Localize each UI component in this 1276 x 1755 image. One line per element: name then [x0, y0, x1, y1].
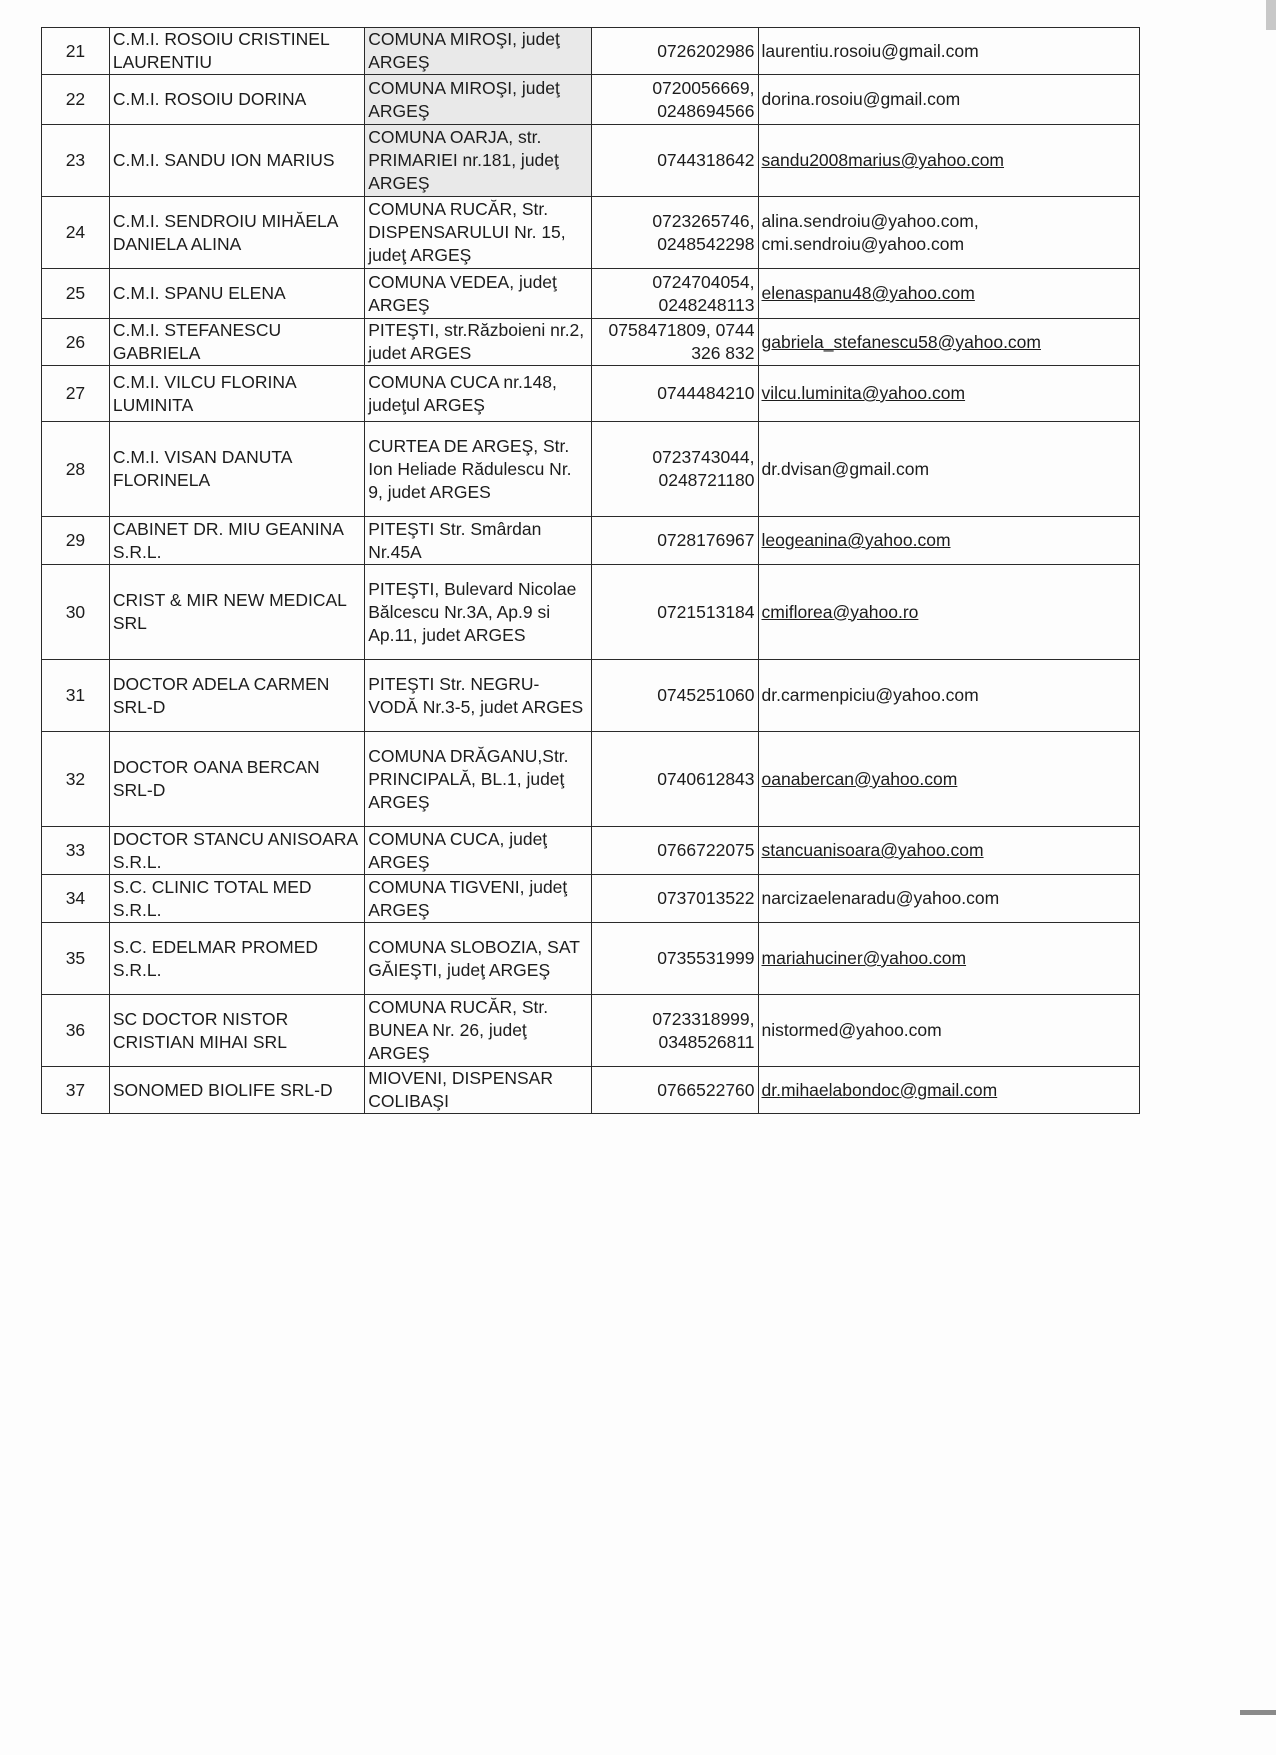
clinics-table: [41, 27, 1140, 1114]
provider-phone: 0720056669, 0248694566: [591, 75, 758, 125]
row-number: 35: [42, 923, 110, 995]
provider-address: COMUNA MIROŞI, judeţ ARGEŞ: [365, 75, 591, 125]
scan-edge-mark: [1240, 1710, 1276, 1715]
clinics-table-body: [42, 28, 1140, 1114]
row-number: 33: [42, 827, 110, 875]
row-number: 29: [42, 517, 110, 565]
table-row: [42, 827, 1140, 875]
email-link[interactable]: stancuanisoara@yahoo.com: [761, 840, 984, 860]
provider-phone: 0744484210: [591, 366, 758, 422]
row-number: 26: [42, 319, 110, 366]
email-link[interactable]: leogeanina@yahoo.com: [761, 530, 951, 550]
provider-phone: 0723318999, 0348526811: [591, 995, 758, 1067]
provider-email: [758, 875, 1139, 923]
provider-phone: 0723743044, 0248721180: [591, 422, 758, 517]
provider-name: C.M.I. SPANU ELENA: [109, 269, 364, 319]
provider-email: [758, 366, 1139, 422]
provider-name: C.M.I. STEFANESCU GABRIELA: [109, 319, 364, 366]
provider-address: COMUNA OARJA, str. PRIMARIEI nr.181, judeţ ARGEŞ: [365, 125, 591, 197]
provider-phone: 0766722075: [591, 827, 758, 875]
email-text: laurentiu.rosoiu@gmail.com: [761, 40, 979, 61]
email-link[interactable]: cmiflorea@yahoo.ro: [761, 601, 919, 622]
provider-email: [758, 28, 1139, 75]
provider-phone: 0726202986: [591, 28, 758, 75]
provider-address: PITEŞTI Str. NEGRU-VODĂ Nr.3-5, judet ARGES: [365, 660, 591, 732]
row-number: 31: [42, 660, 110, 732]
provider-address: COMUNA DRĂGANU,Str. PRINCIPALĂ, BL.1, judeţ ARGEŞ: [365, 732, 591, 827]
email-link[interactable]: dr.mihaelabondoc@gmail.com: [761, 1079, 998, 1100]
email-link[interactable]: mariahuciner@yahoo.com: [761, 948, 967, 968]
provider-name: S.C. CLINIC TOTAL MED S.R.L.: [109, 875, 364, 923]
provider-phone: 0745251060: [591, 660, 758, 732]
table-row: [42, 1067, 1140, 1114]
provider-address: PITEŞTI Str. Smârdan Nr.45A: [365, 517, 591, 565]
email-text: dr.carmenpiciu@yahoo.com: [761, 685, 979, 705]
provider-phone: 0723265746, 0248542298: [591, 197, 758, 269]
provider-phone: 0721513184: [591, 565, 758, 660]
provider-address: COMUNA SLOBOZIA, SAT GĂIEŞTI, judeţ ARGEŞ: [365, 923, 591, 995]
provider-email: [758, 732, 1139, 827]
provider-name: DOCTOR OANA BERCAN SRL-D: [109, 732, 364, 827]
table-row: [42, 422, 1140, 517]
provider-email: [758, 517, 1139, 565]
provider-address: CURTEA DE ARGEŞ, Str. Ion Heliade Rădulescu Nr. 9, judet ARGES: [365, 422, 591, 517]
table-row: [42, 732, 1140, 827]
row-number: 32: [42, 732, 110, 827]
provider-email: [758, 269, 1139, 319]
table-row: [42, 565, 1140, 660]
email-link[interactable]: vilcu.luminita@yahoo.com: [761, 383, 966, 403]
provider-name: C.M.I. ROSOIU CRISTINEL LAURENTIU: [109, 28, 364, 75]
row-number: 37: [42, 1067, 110, 1114]
email-link[interactable]: oanabercan@yahoo.com: [761, 768, 958, 789]
provider-address: COMUNA TIGVENI, judeţ ARGEŞ: [365, 875, 591, 923]
provider-phone: 0737013522: [591, 875, 758, 923]
row-number: 23: [42, 125, 110, 197]
provider-address: COMUNA CUCA, judeţ ARGEŞ: [365, 827, 591, 875]
provider-email: [758, 75, 1139, 125]
table-row: [42, 995, 1140, 1067]
table-row: [42, 517, 1140, 565]
provider-name: C.M.I. ROSOIU DORINA: [109, 75, 364, 125]
email-text: dorina.rosoiu@gmail.com: [761, 89, 961, 109]
table-row: [42, 75, 1140, 125]
row-number: 21: [42, 28, 110, 75]
provider-email: [758, 923, 1139, 995]
provider-name: CABINET DR. MIU GEANINA S.R.L.: [109, 517, 364, 565]
row-number: 34: [42, 875, 110, 923]
provider-phone: 0766522760: [591, 1067, 758, 1114]
row-number: 27: [42, 366, 110, 422]
table-row: [42, 125, 1140, 197]
provider-email: [758, 125, 1139, 197]
table-row: [42, 923, 1140, 995]
provider-phone: 0724704054, 0248248113: [591, 269, 758, 319]
provider-name: SONOMED BIOLIFE SRL-D: [109, 1067, 364, 1114]
provider-name: DOCTOR ADELA CARMEN SRL-D: [109, 660, 364, 732]
provider-email: [758, 660, 1139, 732]
provider-name: DOCTOR STANCU ANISOARA S.R.L.: [109, 827, 364, 875]
provider-name: C.M.I. VILCU FLORINA LUMINITA: [109, 366, 364, 422]
provider-name: S.C. EDELMAR PROMED S.R.L.: [109, 923, 364, 995]
row-number: 30: [42, 565, 110, 660]
email-text: alina.sendroiu@yahoo.com, cmi.sendroiu@yahoo.com: [761, 210, 979, 254]
row-number: 25: [42, 269, 110, 319]
table-row: [42, 875, 1140, 923]
provider-name: C.M.I. SANDU ION MARIUS: [109, 125, 364, 197]
provider-phone: 0728176967: [591, 517, 758, 565]
provider-phone: 0735531999: [591, 923, 758, 995]
provider-name: C.M.I. SENDROIU MIHĂELA DANIELA ALINA: [109, 197, 364, 269]
row-number: 22: [42, 75, 110, 125]
table-row: [42, 28, 1140, 75]
provider-address: COMUNA RUCĂR, Str. BUNEA Nr. 26, judeţ ARGEŞ: [365, 995, 591, 1067]
provider-address: PITEŞTI, str.Războieni nr.2, judet ARGES: [365, 319, 591, 366]
email-link[interactable]: elenaspanu48@yahoo.com: [761, 283, 975, 303]
provider-email: [758, 319, 1139, 366]
email-link[interactable]: gabriela_stefanescu58@yahoo.com: [761, 331, 1041, 352]
table-row: [42, 660, 1140, 732]
row-number: 24: [42, 197, 110, 269]
email-text: narcizaelenaradu@yahoo.com: [761, 888, 1000, 908]
provider-name: CRIST & MIR NEW MEDICAL SRL: [109, 565, 364, 660]
provider-phone: 0740612843: [591, 732, 758, 827]
provider-address: COMUNA RUCĂR, Str. DISPENSARULUI Nr. 15, judeţ ARGEŞ: [365, 197, 591, 269]
provider-email: [758, 1067, 1139, 1114]
table-row: [42, 366, 1140, 422]
email-link[interactable]: sandu2008marius@yahoo.com: [761, 150, 1005, 170]
row-number: 36: [42, 995, 110, 1067]
email-text: nistormed@yahoo.com: [761, 1020, 942, 1040]
provider-address: COMUNA MIROŞI, judeţ ARGEŞ: [365, 28, 591, 75]
provider-address: MIOVENI, DISPENSAR COLIBAŞI: [365, 1067, 591, 1114]
provider-email: [758, 422, 1139, 517]
row-number: 28: [42, 422, 110, 517]
provider-address: COMUNA CUCA nr.148, judeţul ARGEŞ: [365, 366, 591, 422]
provider-address: PITEŞTI, Bulevard Nicolae Bălcescu Nr.3A, Ap.9 si Ap.11, judet ARGES: [365, 565, 591, 660]
provider-email: [758, 565, 1139, 660]
provider-email: [758, 995, 1139, 1067]
provider-name: C.M.I. VISAN DANUTA FLORINELA: [109, 422, 364, 517]
provider-email: [758, 827, 1139, 875]
provider-name: SC DOCTOR NISTOR CRISTIAN MIHAI SRL: [109, 995, 364, 1067]
table-row: [42, 269, 1140, 319]
table-row: [42, 197, 1140, 269]
provider-phone: 0758471809, 0744 326 832: [591, 319, 758, 366]
email-text: dr.dvisan@gmail.com: [761, 458, 930, 479]
provider-address: COMUNA VEDEA, judeţ ARGEŞ: [365, 269, 591, 319]
table-row: [42, 319, 1140, 366]
scan-edge-shadow: [1266, 0, 1276, 30]
provider-phone: 0744318642: [591, 125, 758, 197]
provider-email: [758, 197, 1139, 269]
